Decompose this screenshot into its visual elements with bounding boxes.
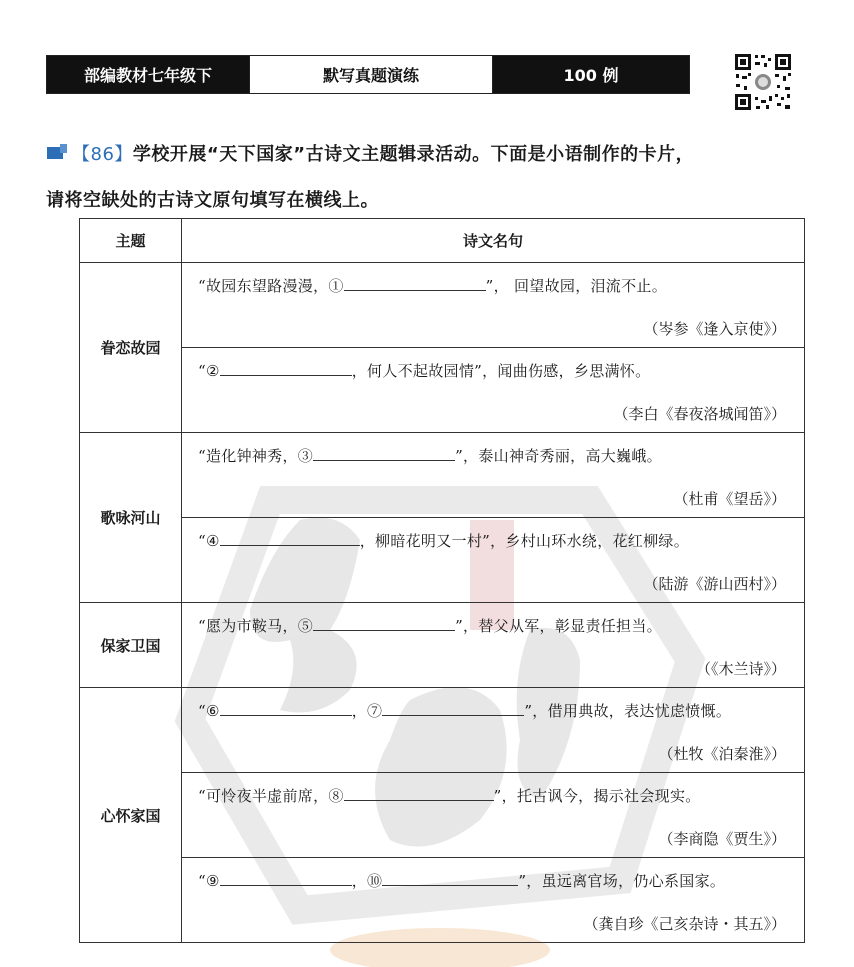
theme-cell: 保家卫国 xyxy=(80,603,182,688)
poem-line xyxy=(198,360,786,381)
line-suffix: ”， 回望故园，泪流不止。 xyxy=(485,277,668,295)
qr-code-icon xyxy=(733,52,793,112)
answer-blank[interactable] xyxy=(382,701,524,716)
entry-cell xyxy=(182,348,805,433)
poem-line xyxy=(198,700,786,721)
answer-blank[interactable] xyxy=(313,616,455,631)
entry-cell xyxy=(182,858,805,943)
table-row xyxy=(80,433,805,518)
line-suffix: ”，泰山神奇秀丽，高大巍峨。 xyxy=(455,447,662,465)
poem-table xyxy=(79,218,805,943)
poem-source: （李白《春夜洛城闻笛》） xyxy=(613,405,786,423)
entry-cell xyxy=(182,688,805,773)
poem-source: （杜甫《望岳》） xyxy=(673,490,786,508)
entry-cell xyxy=(182,263,805,348)
table-row xyxy=(80,773,805,858)
question-number: 【86】 xyxy=(72,144,133,165)
question-text-1: 学校开展“天下国家”古诗文主题辑录活动。下面是小语制作的卡片， xyxy=(132,144,695,165)
line-middle: ，⑩ xyxy=(351,872,383,890)
line-suffix: ，何人不起故园情”，闻曲伤感，乡思满怀。 xyxy=(351,362,651,380)
header-lines: 诗文名句 xyxy=(182,219,805,263)
poem-line xyxy=(198,615,786,636)
line-suffix: ”，托古讽今，揭示社会现实。 xyxy=(493,787,701,805)
poem-line xyxy=(198,870,786,891)
poem-source: （岑参《逢入京使》） xyxy=(643,320,786,338)
table-row xyxy=(80,518,805,603)
line-suffix: ，柳暗花明又一村”，乡村山环水绕，花红柳绿。 xyxy=(359,532,689,550)
poem-source: （杜牧《泊秦淮》） xyxy=(658,745,786,763)
answer-blank[interactable] xyxy=(220,871,352,886)
poem-line xyxy=(198,530,786,551)
question-line-2: 请将空缺处的古诗文原句填写在横线上。 xyxy=(46,190,379,211)
entry-cell xyxy=(182,773,805,858)
poem-line xyxy=(198,275,786,296)
poem-line xyxy=(198,445,786,466)
header-theme: 主题 xyxy=(80,219,182,263)
poem-source: （《木兰诗》） xyxy=(695,660,786,678)
answer-blank[interactable] xyxy=(220,361,352,376)
answer-blank[interactable] xyxy=(313,446,455,461)
header-count: 100 例 xyxy=(493,56,689,93)
line-prefix: “⑨ xyxy=(198,872,220,890)
line-prefix: “④ xyxy=(198,532,220,550)
table-row xyxy=(80,603,805,688)
table-row xyxy=(80,348,805,433)
answer-blank[interactable] xyxy=(344,786,494,801)
bookmark-icon xyxy=(46,144,68,162)
theme-cell: 歌咏河山 xyxy=(80,433,182,603)
line-prefix: “可怜夜半虚前席，⑧ xyxy=(198,787,344,805)
answer-blank[interactable] xyxy=(220,701,352,716)
answer-blank[interactable] xyxy=(344,276,486,291)
theme-cell: 眷恋故园 xyxy=(80,263,182,433)
theme-cell: 心怀家国 xyxy=(80,688,182,943)
question-line-1 xyxy=(46,140,694,166)
entry-cell xyxy=(182,433,805,518)
answer-blank[interactable] xyxy=(220,531,360,546)
line-suffix: ”，替父从军，彰显责任担当。 xyxy=(455,617,662,635)
entry-cell xyxy=(182,518,805,603)
table-row xyxy=(80,688,805,773)
line-prefix: “② xyxy=(198,362,220,380)
line-prefix: “⑥ xyxy=(198,702,220,720)
poem-line xyxy=(198,785,786,806)
poem-source: （李商隐《贾生》） xyxy=(658,830,786,848)
header-subject: 部编教材七年级下 xyxy=(47,56,249,93)
line-prefix: “故园东望路漫漫，① xyxy=(198,277,344,295)
header-bar xyxy=(46,55,690,94)
poem-source: （龚自珍《己亥杂诗・其五》） xyxy=(583,915,786,933)
answer-blank[interactable] xyxy=(382,871,518,886)
table-row xyxy=(80,263,805,348)
line-prefix: “愿为市鞍马，⑤ xyxy=(198,617,314,635)
entry-cell xyxy=(182,603,805,688)
line-suffix: ”，虽远离官场，仍心系国家。 xyxy=(518,872,726,890)
line-prefix: “造化钟神秀，③ xyxy=(198,447,314,465)
line-middle: ，⑦ xyxy=(351,702,383,720)
table-row xyxy=(80,858,805,943)
line-suffix: ”，借用典故，表达忧虑愤慨。 xyxy=(524,702,732,720)
header-title: 默写真题演练 xyxy=(249,56,493,93)
poem-source: （陆游《游山西村》） xyxy=(643,575,786,593)
table-header-row xyxy=(80,219,805,263)
